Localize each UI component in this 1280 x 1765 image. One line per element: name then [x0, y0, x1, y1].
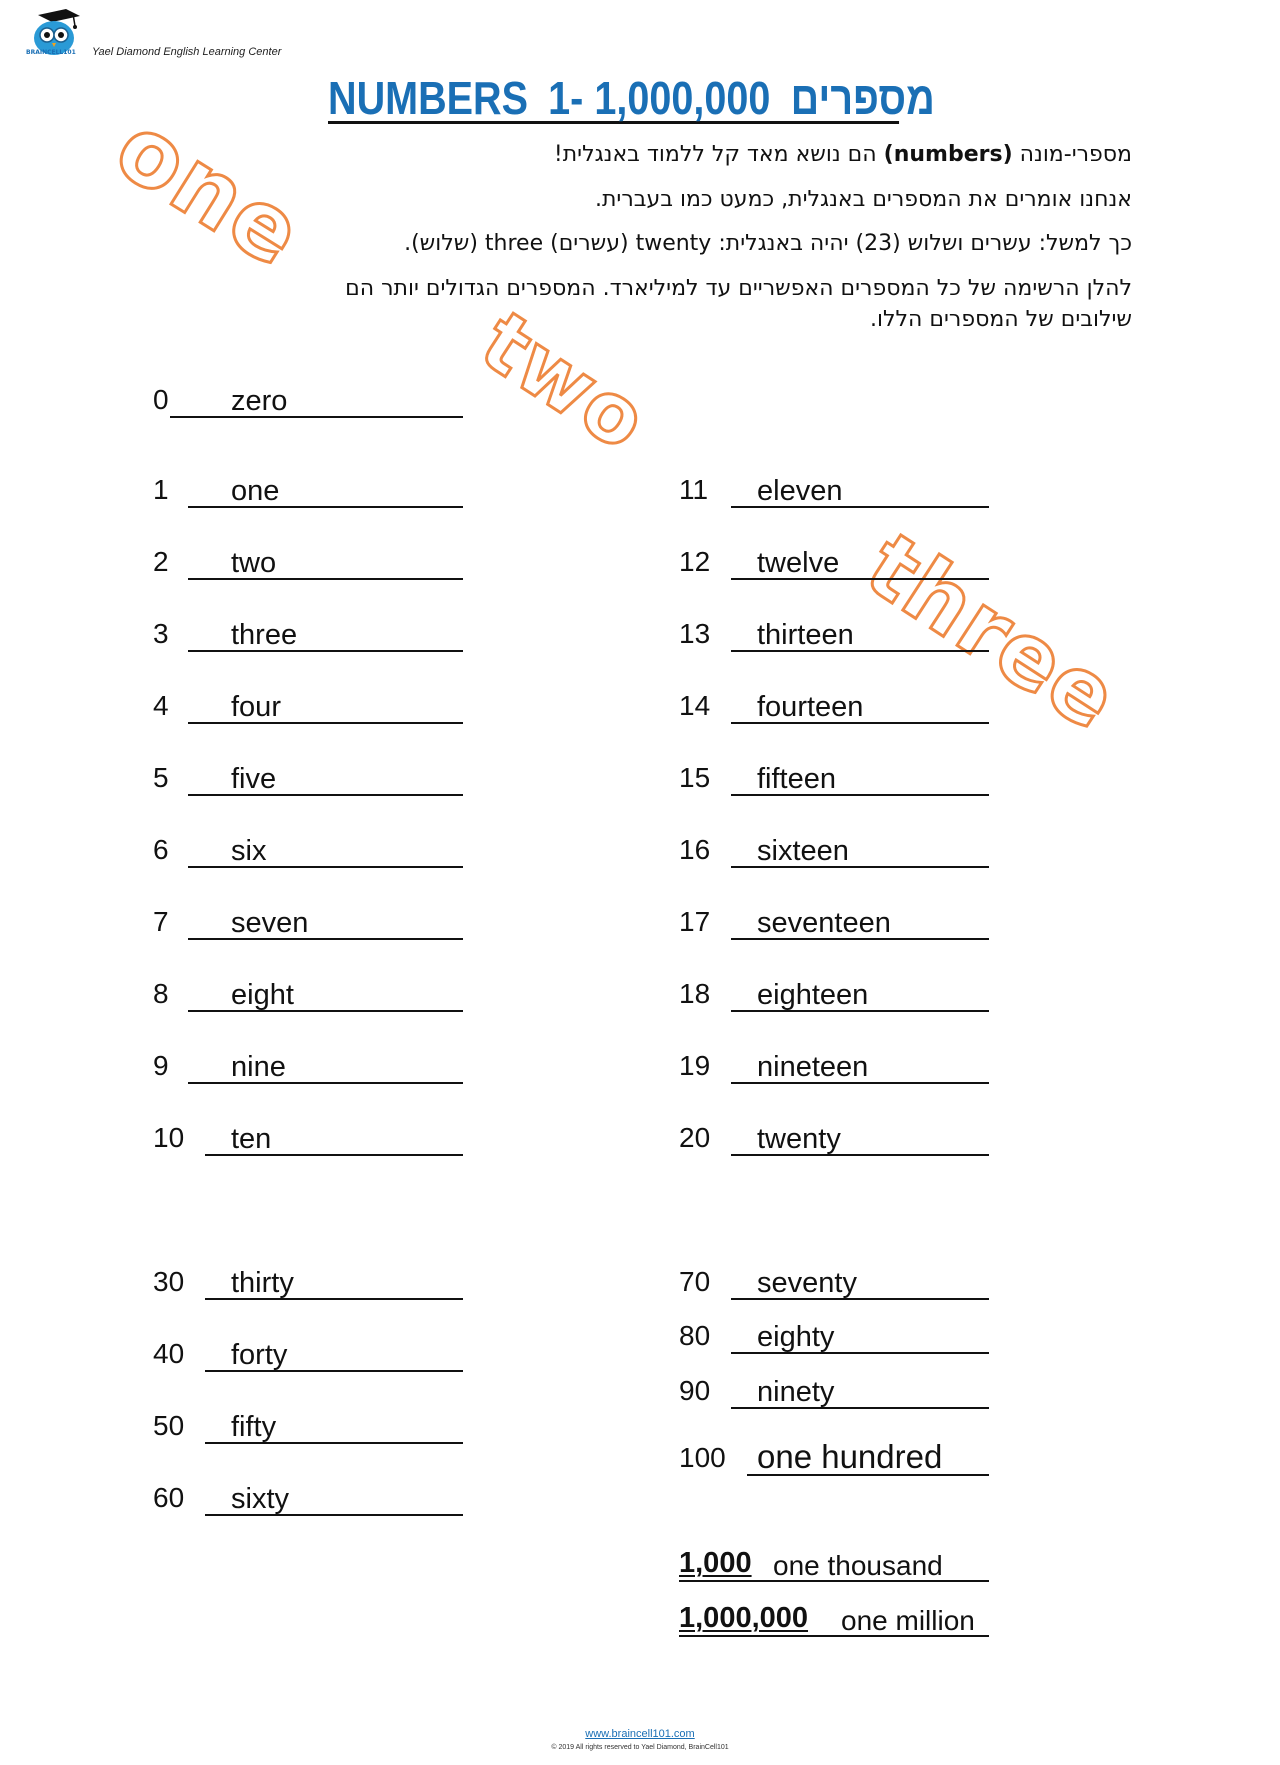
number-digit: 18: [679, 978, 711, 1009]
footer-link[interactable]: www.braincell101.com: [585, 1728, 695, 1740]
number-row: [679, 906, 989, 940]
number-digit: 15: [679, 762, 711, 793]
number-digit: 10: [153, 1122, 185, 1153]
number-word: fourteen: [757, 691, 864, 723]
number-digit: 60: [153, 1482, 185, 1513]
number-digit: 3: [153, 618, 169, 649]
page-title: [328, 72, 935, 124]
number-word: six: [231, 835, 267, 867]
number-word: seven: [231, 907, 309, 939]
number-digit: 30: [153, 1266, 185, 1297]
number-digit: 20: [679, 1122, 711, 1153]
number-word: thirty: [231, 1267, 294, 1299]
number-word: fifty: [231, 1411, 277, 1443]
number-word: eleven: [757, 475, 843, 507]
number-digit: 19: [679, 1050, 711, 1081]
answer-line: [188, 980, 463, 1012]
number-digit: 50: [153, 1410, 185, 1441]
answer-line: [188, 908, 463, 940]
number-row: [153, 618, 463, 652]
number-digit: 9: [153, 1050, 169, 1081]
number-digit: 40: [153, 1338, 185, 1369]
logo-caption: BRAINCELL101: [26, 49, 76, 56]
number-word: ten: [231, 1123, 272, 1155]
number-digit: 12: [679, 546, 711, 577]
number-row: [679, 978, 989, 1012]
number-word: four: [231, 691, 281, 723]
number-word: twelve: [757, 547, 840, 579]
number-row: [679, 618, 989, 652]
number-word: seventeen: [757, 907, 891, 939]
title-range: 1- 1,000,000: [548, 72, 771, 124]
number-word: five: [231, 763, 277, 795]
number-row: [153, 384, 463, 418]
number-digit: 100: [679, 1442, 726, 1473]
number-row: [153, 834, 463, 868]
number-word: one million: [841, 1605, 975, 1636]
number-row: [153, 1410, 463, 1444]
number-digit: 90: [679, 1375, 711, 1406]
number-row: [679, 546, 989, 580]
number-digit: 16: [679, 834, 711, 865]
number-word: fifteen: [757, 763, 836, 795]
number-row: [679, 834, 989, 868]
number-digit: 6: [153, 834, 169, 865]
watermark-two: two: [464, 294, 665, 471]
answer-line: [188, 1052, 463, 1084]
number-digit: 14: [679, 690, 711, 721]
answer-line: [188, 476, 463, 508]
answer-line: [188, 692, 463, 724]
number-word: eighty: [757, 1321, 835, 1353]
number-word: eighteen: [757, 979, 869, 1011]
answer-line: [188, 620, 463, 652]
number-word: twenty: [757, 1123, 841, 1155]
number-row: [153, 474, 463, 508]
number-row: [153, 1338, 463, 1372]
number-row: [679, 474, 989, 508]
number-word: sixty: [231, 1483, 289, 1515]
number-digit: 70: [679, 1266, 711, 1297]
number-row: [153, 546, 463, 580]
intro-line-3: כך למשל: עשרים ושלוש (23) יהיה באנגלית: twenty (עשרים) three (שלוש).: [404, 231, 1132, 256]
intro-line-1-post: הם נושא מאד קל ללמוד באנגלית!: [553, 142, 884, 167]
number-row: [679, 1436, 989, 1476]
number-word: thirteen: [757, 619, 854, 651]
number-row: [679, 690, 989, 724]
number-word: seventy: [757, 1267, 857, 1299]
number-row: [679, 1375, 989, 1409]
number-digit: 8: [153, 978, 169, 1009]
number-word: zero: [231, 385, 288, 417]
number-digit: 17: [679, 906, 711, 937]
number-word: nineteen: [757, 1051, 869, 1083]
number-word: one hundred: [757, 1438, 943, 1475]
number-word: eight: [231, 979, 294, 1011]
watermark-one: one: [97, 93, 322, 289]
number-row: [153, 906, 463, 940]
number-digit: 1: [153, 474, 169, 505]
number-row: [679, 762, 989, 796]
answer-line: [188, 836, 463, 868]
number-row: [679, 1320, 989, 1354]
number-row: [679, 1603, 989, 1637]
number-digit: 7: [153, 906, 169, 937]
number-word: ninety: [757, 1376, 835, 1408]
intro-line-5: שילובים של המספרים הללו.: [870, 307, 1132, 332]
number-row: [153, 1482, 463, 1516]
number-digit: 80: [679, 1320, 711, 1351]
number-word: sixteen: [757, 835, 849, 867]
intro-line-1-pre: מספרי-מונה: [1012, 142, 1132, 167]
number-word: one: [231, 475, 280, 507]
watermark-three: three: [848, 513, 1138, 751]
title-numbers: NUMBERS: [328, 72, 529, 124]
footer-copyright: © 2019 All rights reserved to Yael Diamond, BrainCell101: [551, 1744, 729, 1751]
number-digit: 4: [153, 690, 169, 721]
number-row: [679, 1548, 989, 1582]
number-row: [153, 1050, 463, 1084]
answer-line: [188, 764, 463, 796]
number-digit: 2: [153, 546, 169, 577]
intro-line-4: להלן הרשימה של כל המספרים האפשריים עד למיליארד. המספרים הגדולים יותר הם: [345, 276, 1132, 301]
number-row: [153, 1122, 463, 1156]
number-word: three: [231, 619, 298, 651]
intro-line-1: [132, 142, 1132, 167]
number-row: [153, 1266, 463, 1300]
number-row: [153, 762, 463, 796]
number-row: [679, 1050, 989, 1084]
answer-line: [170, 386, 463, 418]
title-hebrew: מספרים: [790, 72, 935, 124]
number-word: one thousand: [773, 1550, 943, 1581]
answer-line: [188, 548, 463, 580]
number-row: [153, 690, 463, 724]
number-row: [153, 978, 463, 1012]
number-digit: 11: [679, 474, 709, 505]
number-digit: 1,000: [679, 1547, 752, 1579]
brand-name: Yael Diamond English Learning Center: [92, 46, 282, 58]
number-digit: 13: [679, 618, 711, 649]
number-word: nine: [231, 1051, 286, 1083]
number-digit: 0: [153, 384, 169, 415]
number-word: two: [231, 547, 277, 579]
number-row: [679, 1266, 989, 1300]
intro-line-1-bold: (numbers): [883, 142, 1013, 167]
number-word: forty: [231, 1339, 288, 1371]
number-digit: 5: [153, 762, 169, 793]
number-digit: 1,000,000: [679, 1602, 809, 1634]
number-row: [679, 1122, 989, 1156]
intro-line-2: אנחנו אומרים את המספרים באנגלית, כמעט כמו בעברית.: [594, 187, 1132, 212]
